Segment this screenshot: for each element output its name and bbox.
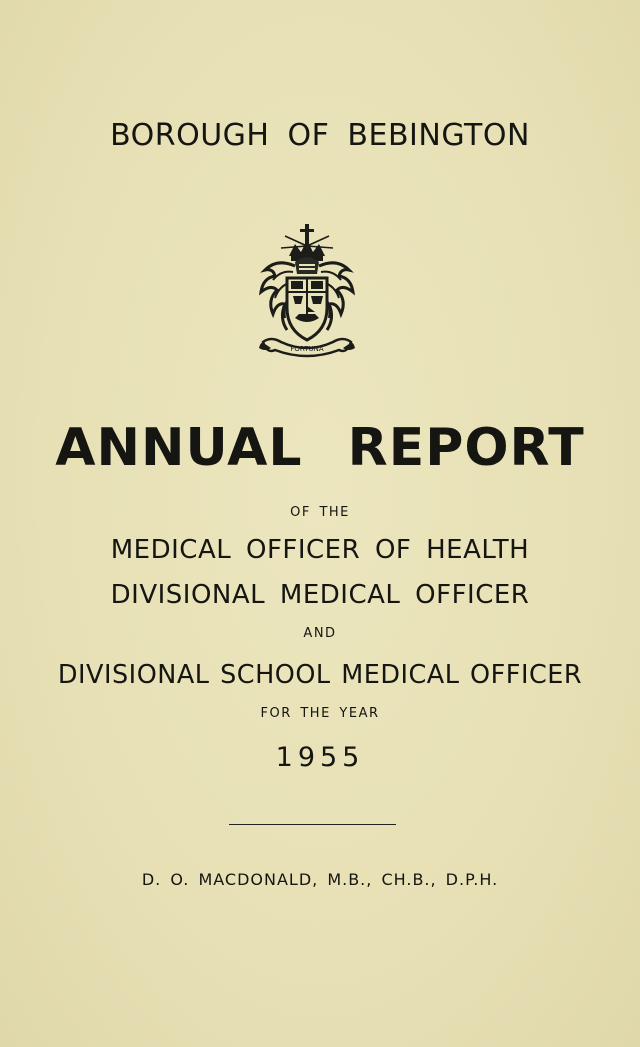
borough-name: BOROUGH OF BEBINGTON — [110, 118, 530, 153]
subtitle-line-2: DIVISIONAL MEDICAL OFFICER — [110, 580, 530, 610]
report-year: 1955 — [275, 742, 365, 773]
coat-of-arms-icon — [255, 222, 359, 362]
author-credit: D. O. MACDONALD, M.B., CH.B., D.P.H. — [141, 870, 499, 889]
subtitle-for-the-year: FOR THE YEAR — [260, 706, 380, 721]
report-title: ANNUAL REPORT — [55, 418, 585, 478]
subtitle-and: AND — [303, 626, 337, 641]
subtitle-line-1: MEDICAL OFFICER OF HEALTH — [110, 535, 530, 565]
divider-rule — [229, 824, 396, 825]
subtitle-of-the: OF THE — [290, 505, 350, 520]
subtitle-line-3: DIVISIONAL SCHOOL MEDICAL OFFICER — [57, 660, 583, 690]
crest-motto: FORTUNA — [290, 345, 324, 353]
